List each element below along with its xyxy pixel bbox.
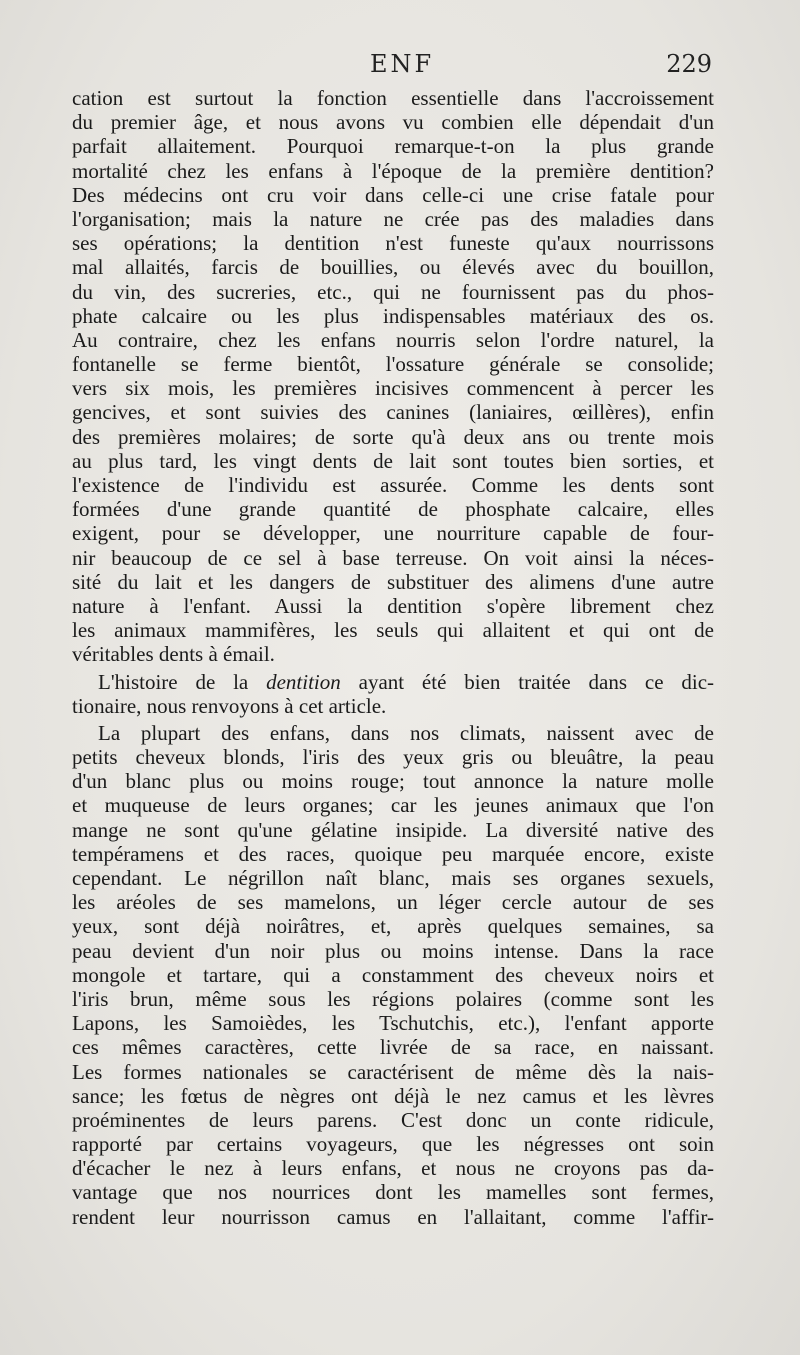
text-line: l'organisation; mais la nature ne crée pas des maladies dans (72, 206, 714, 231)
text-line: petits cheveux blonds, l'iris des yeux gris ou bleuâtre, la peau (72, 745, 714, 770)
text-line: véritables dents à émail. (72, 642, 275, 667)
text-line (72, 670, 714, 694)
text-line: mortalité chez les enfans à l'époque de la première dentition? (72, 158, 714, 183)
text-line: gencives, et sont suivies des canines (laniaires, œillères), enfin (72, 400, 714, 425)
text-line: tionaire, nous renvoyons à cet article. (72, 693, 387, 718)
text-line: Les formes nationales se caractérisent de même dès la nais- (72, 1059, 714, 1084)
text-line: l'existence de l'individu est assurée. Comme les dents sont (72, 473, 714, 497)
text-line: vantage que nos nourrices dont les mamelles sont fermes, (72, 1180, 714, 1205)
text-line: les animaux mammifères, les seuls qui allaitent et qui ont de (72, 618, 714, 643)
paragraph-1 (72, 86, 714, 667)
text-line: cation est surtout la fonction essentielle dans l'accroissement (72, 86, 714, 110)
text-line: ces mêmes caractères, cette livrée de sa race, en naissant. (72, 1035, 714, 1060)
text-line: fontanelle se ferme bientôt, l'ossature générale se consolide; (72, 352, 714, 377)
text-line: d'un blanc plus ou moins rouge; tout annonce la nature molle (72, 769, 714, 794)
text-line: nature à l'enfant. Aussi la dentition s'opère librement chez (72, 593, 714, 618)
text-line: Au contraire, chez les enfans nourris selon l'ordre naturel, la (72, 327, 714, 352)
text-line: tempéramens et des races, quoique peu marquée encore, existe (72, 841, 714, 866)
text-line: des premières molaires; de sorte qu'à deux ans ou trente mois (72, 424, 714, 449)
text-line: les aréoles de ses mamelons, un léger cercle autour de ses (72, 890, 714, 915)
text-line: La plupart des enfans, dans nos climats, naissent avec de (98, 720, 714, 745)
text-line: du premier âge, et nous avons vu combien elle dépendait d'un (72, 110, 714, 135)
text-line: sité du lait et les dangers de substituer des alimens d'une autre (72, 569, 714, 594)
text-line: cependant. Le négrillon naît blanc, mais ses organes sexuels, (72, 866, 714, 890)
text-line: Des médecins ont cru voir dans celle-ci une crise fatale pour (72, 182, 714, 207)
text-line: d'écacher le nez à leurs enfans, et nous ne croyons pas da- (72, 1156, 714, 1181)
text-line: du vin, des sucreries, etc., qui ne fournissent pas du phos- (72, 279, 714, 304)
paragraph-3 (72, 721, 714, 1229)
text-line: mal allaités, farcis de bouillies, ou élevés avec du bouillon, (72, 255, 714, 280)
text-line: au plus tard, les vingt dents de lait sont toutes bien sorties, et (72, 448, 714, 473)
text-line: formées d'une grande quantité de phosphate calcaire, elles (72, 497, 714, 522)
text-line: mongole et tartare, qui a constamment des cheveux noirs et (72, 962, 714, 987)
text-line: rendent leur nourrisson camus en l'allaitant, comme l'affir- (72, 1204, 714, 1229)
text-line: ses opérations; la dentition n'est funeste qu'aux nourrissons (72, 231, 714, 256)
text-line: phate calcaire ou les plus indispensables matériaux des os. (72, 303, 714, 328)
text-line: Lapons, les Samoièdes, les Tschutchis, etc.), l'enfant apporte (72, 1011, 714, 1036)
text-line: vers six mois, les premières incisives commencent à percer les (72, 376, 714, 401)
italic-term: dentition (266, 669, 341, 694)
text-line: proéminentes de leurs parens. C'est donc un conte ridicule, (72, 1107, 714, 1132)
text-line: yeux, sont déjà noirâtres, et, après quelques semaines, sa (72, 914, 714, 939)
text-line: nir beaucoup de ce sel à base terreuse. On voit ainsi la néces- (72, 545, 714, 570)
text-line: parfait allaitement. Pourquoi remarque-t-on la plus grande (72, 134, 714, 159)
page-header (72, 48, 712, 82)
page-number: 229 (666, 50, 712, 78)
body-text (72, 86, 714, 1229)
text-line: rapporté par certains voyageurs, que les négresses ont soin (72, 1132, 714, 1157)
text-line: et muqueuse de leurs organes; car les jeunes animaux que l'on (72, 793, 714, 818)
text-line: peau devient d'un noir plus ou moins intense. Dans la race (72, 938, 714, 963)
text-run: ayant été bien traitée dans ce dic- (340, 669, 715, 694)
paragraph-2 (72, 670, 714, 718)
text-line: mange ne sont qu'une gélatine insipide. La diversité native des (72, 817, 714, 842)
running-head: ENF (370, 50, 435, 78)
text-run: L'histoire de la (98, 669, 267, 694)
text-line: sance; les fœtus de nègres ont déjà le nez camus et les lèvres (72, 1083, 714, 1108)
text-line: l'iris brun, même sous les régions polaires (comme sont les (72, 986, 714, 1011)
text-line: exigent, pour se développer, une nourriture capable de four- (72, 521, 714, 546)
